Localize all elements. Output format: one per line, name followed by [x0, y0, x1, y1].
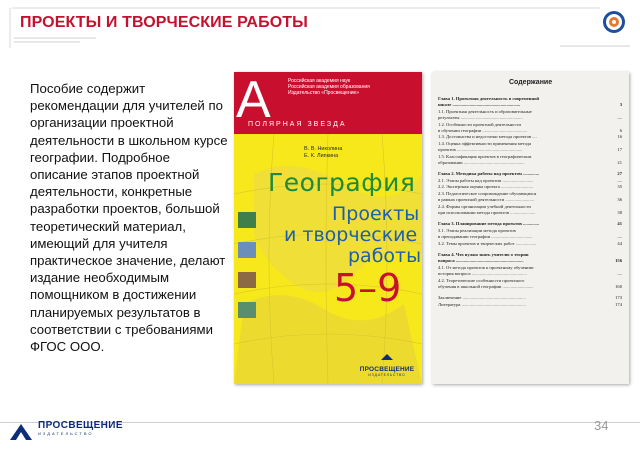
publisher-mark-icon — [380, 353, 394, 361]
cover-series-letter: А — [236, 72, 271, 129]
toc-entry-text: 4.1. От метода проектов к проектному обучению: — [438, 264, 535, 270]
toc-entry-page: 35 — [617, 184, 622, 190]
toc-entry-page: 16 — [617, 134, 622, 140]
toc-entry — [438, 241, 624, 247]
toc-entry-text: при использовании метода проектов ...................... — [438, 209, 536, 215]
toc-entry — [438, 160, 624, 166]
toc-entry-text: 4.2. Теоретические особенности проектного — [438, 277, 525, 283]
cover-title-line: Проекты — [332, 203, 420, 225]
toc-entry-text: 2.4. Формы организации учебной деятельности — [438, 203, 531, 209]
toc-entry-text: 2.1. Этапы работы над проектом ........................... — [438, 177, 534, 183]
cover-series-name: ПОЛЯРНАЯ ЗВЕЗДА — [248, 121, 347, 128]
cover-photo — [238, 302, 256, 318]
toc-entry-text: обучения в школьной географии ........................... — [438, 283, 534, 289]
publisher-logo-icon — [8, 420, 34, 444]
toc-entry-text: 2.2. Экспертная оценка проекта ............................ — [438, 184, 534, 190]
toc-entry-text: школе ........................................................... — [438, 102, 521, 108]
cover-academy-text — [288, 78, 418, 96]
toc-entry-text: история вопроса ................................................ — [438, 271, 527, 277]
cover-author: В. В. Николина — [304, 146, 343, 152]
toc-entry-text: 1.1. Проектная деятельность и образовательные — [438, 108, 532, 114]
toc-entry-text: в преподавании географии .................................... — [438, 234, 533, 240]
toc-entry-page: 41 — [617, 221, 622, 227]
toc-entry-text: 1.2. Особенности проектной деятельности — [438, 121, 521, 127]
toc-entry-page: — — [617, 115, 622, 121]
cover-authors — [304, 146, 342, 160]
toc-entry-text: Литература ........................................................ — [438, 301, 526, 307]
cover-publisher-sub: ИЗДАТЕЛЬСТВО — [368, 373, 406, 377]
toc-entries — [438, 96, 624, 308]
toc-entry-page: 6 — [619, 128, 622, 134]
footer-publisher-name: ПРОСВЕЩЕНИЕ — [38, 420, 123, 431]
cover-book-title — [284, 204, 422, 267]
page-number: 34 — [594, 418, 609, 433]
cover-publisher-logo — [354, 348, 420, 377]
toc-entry-text: 1.5. Классификация проектов в географическом — [438, 153, 532, 159]
toc-entry-page: 44 — [617, 240, 622, 246]
toc-entry-text: Глава 2. Методика работы над проектом .............. — [438, 171, 540, 177]
slide-title: ПРОЕКТЫ И ТВОРЧЕСКИЕ РАБОТЫ — [20, 14, 308, 31]
cover-grades: 5–9 — [334, 266, 402, 310]
toc-entry-text: 1.4. Оценка эффективности применения метода — [438, 140, 532, 146]
toc-entry-text: образовании ..................................................... — [438, 160, 525, 166]
toc-entry-page: — — [617, 271, 622, 277]
book-cover — [234, 72, 422, 384]
toc-entry-text: проектов ......................................................... — [438, 147, 523, 153]
toc-entry-page: 174 — [615, 301, 622, 307]
toc-entry-page: 27 — [617, 171, 622, 177]
toc-entry-page: 3 — [619, 102, 622, 108]
toc-entry-text: результаты ...................................................... — [438, 115, 523, 121]
toc-entry-text: Заключение ....................................................... — [438, 295, 526, 301]
toc-entry-page: 36 — [617, 197, 622, 203]
footer-publisher-sub: ИЗДАТЕЛЬСТВО — [38, 431, 94, 436]
toc-entry-text: Глава 3. Планирование метода проектов .............. — [438, 221, 540, 227]
cover-photo — [238, 272, 256, 288]
cover-publisher-name: ПРОСВЕЩЕНИЕ — [359, 366, 415, 373]
toc-entry-page: 21 — [617, 160, 622, 166]
toc-entry-page: 160 — [615, 283, 622, 289]
toc-entry-page: 17 — [617, 147, 622, 153]
cover-photo-strip — [238, 212, 256, 332]
toc-entry-page: — — [617, 177, 622, 183]
toc-entry-page: 173 — [615, 295, 622, 301]
toc-heading: Содержание — [509, 79, 553, 86]
toc-entry — [438, 302, 624, 308]
toc-entry — [438, 284, 624, 290]
publisher-badge-icon — [602, 10, 626, 34]
toc-entry-text: Глава 4. Что нужно знать учителю о теории — [438, 251, 529, 257]
toc-entry-text: Глава 1. Проектная деятельность в современной — [438, 96, 540, 101]
toc-entry-page: — — [617, 234, 622, 240]
toc-entry-text: 1.3. Достоинства и недостатки метода проектов .... — [438, 134, 537, 140]
toc-entry-text: 2.3. Педагогическое сопровождение обучающихся — [438, 190, 537, 196]
cover-academy-line: Российская академия образования — [288, 84, 370, 90]
toc-entry-page: 38 — [617, 209, 622, 215]
slide-body-text: Пособие содержит рекомендации для учителей по организации проектной деятельности в школьном курсе географии. Подробное описание этапов проектной деятельности, конкретные разработки проектов, большой теоретический материал, имеющий для учителя практическое значение, делают издание необходимым помощником в достижении планируемых результатов в соответствии с требованиями ФГОС ООО. — [30, 81, 228, 355]
cover-academy-line: Издательство «Просвещение» — [288, 90, 360, 96]
cover-academy-line: Российская академия наук — [288, 78, 351, 84]
toc-entry-text: в обучении географии ....................................... — [438, 128, 528, 134]
cover-author: Е. К. Липкина — [304, 153, 339, 159]
cover-photo — [238, 242, 256, 258]
cover-title-line: работы — [348, 245, 422, 267]
toc-entry-text: в рамках проектной деятельности ......................... — [438, 197, 535, 203]
cover-title-line: и творческие — [284, 224, 418, 246]
toc-entry-text: 3.2. Темы проектов и творческих работ .................. — [438, 240, 537, 246]
footer-publisher-logo — [38, 420, 134, 436]
toc-entry — [438, 210, 624, 216]
cover-photo — [238, 212, 256, 228]
table-of-contents — [432, 72, 629, 384]
toc-entry-page: 156 — [615, 258, 622, 264]
toc-entry-text: вопроса ........................................................... — [438, 258, 524, 264]
toc-entry-text: 3.1. Этапы реализации метода проектов — [438, 227, 516, 233]
cover-subject: География — [268, 168, 416, 197]
